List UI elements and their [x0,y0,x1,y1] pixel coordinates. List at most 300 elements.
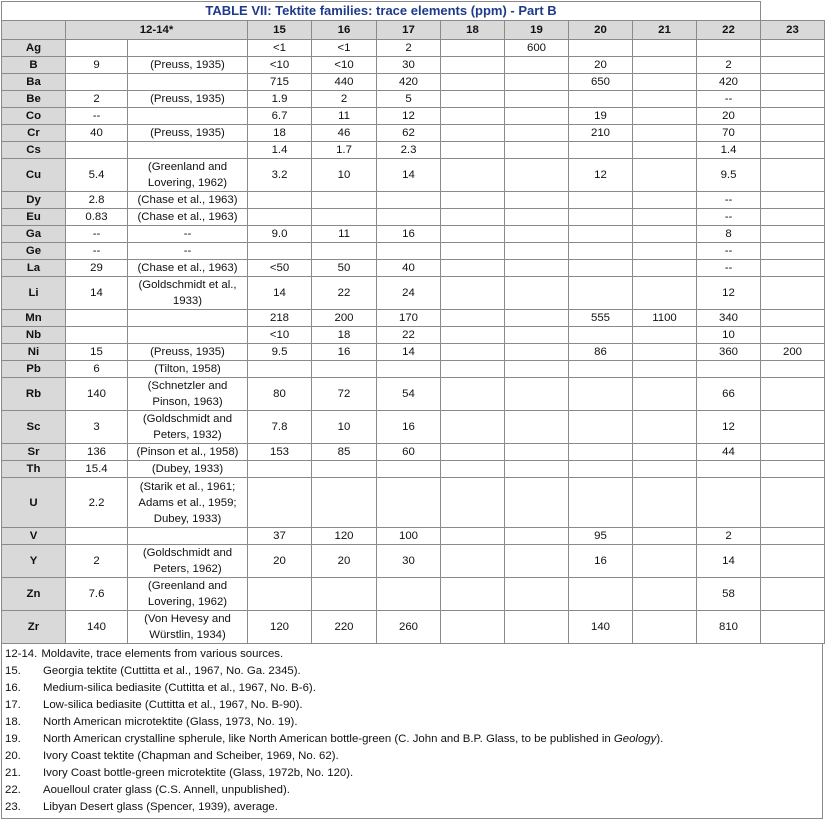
value-16 [312,578,377,611]
value-15 [248,478,312,528]
value-22: 340 [697,310,761,327]
value-18 [441,277,505,310]
value-16: 72 [312,378,377,411]
value-16: <10 [312,57,377,74]
value-23 [761,125,825,142]
value-15 [248,361,312,378]
value-12-14: 2 [66,545,128,578]
footnote-number: 19. [5,733,21,745]
value-23 [761,528,825,545]
footnote-text: North American microtektite (Glass, 1973, No. 19). [43,716,298,728]
value-15 [248,578,312,611]
footnote [5,714,822,731]
value-22: -- [697,192,761,209]
value-22: -- [697,260,761,277]
value-22: 20 [697,108,761,125]
table-row [2,310,825,327]
value-18 [441,243,505,260]
value-20 [569,277,633,310]
reference-12-14 [128,74,248,91]
header-18: 18 [441,21,505,40]
value-18 [441,209,505,226]
value-20 [569,209,633,226]
element-symbol: U [2,478,66,528]
value-12-14: 5.4 [66,159,128,192]
value-15: 37 [248,528,312,545]
value-21 [633,74,697,91]
element-symbol: Y [2,545,66,578]
table-row [2,444,825,461]
value-23 [761,108,825,125]
value-21 [633,327,697,344]
table-row [2,40,825,57]
value-15: 1.9 [248,91,312,108]
table-row [2,243,825,260]
value-23 [761,378,825,411]
element-symbol: Be [2,91,66,108]
value-17: 2 [377,40,441,57]
element-symbol: Cs [2,142,66,159]
footnote-text: Low-silica bediasite (Cuttitta et al., 1967, No. B-90). [43,699,303,711]
reference-12-14: (Pinson et al., 1958) [128,444,248,461]
value-23 [761,192,825,209]
value-16: 16 [312,344,377,361]
value-21 [633,378,697,411]
value-22: 58 [697,578,761,611]
value-16 [312,209,377,226]
value-19 [505,444,569,461]
value-15 [248,243,312,260]
value-12-14: 2.8 [66,192,128,209]
element-symbol: Ni [2,344,66,361]
table-row [2,192,825,209]
value-16: 20 [312,545,377,578]
footnote-number: 12-14. [5,648,38,660]
value-17 [377,361,441,378]
value-16: 440 [312,74,377,91]
table-row [2,108,825,125]
element-symbol: V [2,528,66,545]
value-22 [697,478,761,528]
reference-12-14: (Greenland and Lovering, 1962) [128,159,248,192]
value-15: 80 [248,378,312,411]
table-row [2,91,825,108]
reference-12-14 [128,40,248,57]
footnote-text: Ivory Coast bottle-green microtektite (Glass, 1972b, No. 120). [43,767,354,779]
value-17: 14 [377,159,441,192]
value-19 [505,361,569,378]
value-23 [761,260,825,277]
value-15 [248,192,312,209]
value-22: 44 [697,444,761,461]
value-15: 14 [248,277,312,310]
value-19 [505,108,569,125]
value-20 [569,378,633,411]
element-symbol: Li [2,277,66,310]
footnotes [1,644,823,819]
value-22 [697,40,761,57]
footnote-number: 17. [5,699,21,711]
table-row [2,74,825,91]
title-row [2,2,825,21]
value-17: 22 [377,327,441,344]
value-20 [569,411,633,444]
value-19 [505,344,569,361]
value-21 [633,209,697,226]
reference-12-14: (Preuss, 1935) [128,344,248,361]
reference-12-14: (Preuss, 1935) [128,91,248,108]
value-16: 10 [312,159,377,192]
footnote-text: Moldavite, trace elements from various sources. [41,648,284,660]
footnote-text: Ivory Coast tektite (Chapman and Scheiber, 1969, No. 62). [43,750,339,762]
reference-12-14 [128,528,248,545]
value-18 [441,40,505,57]
value-23 [761,91,825,108]
value-18 [441,226,505,243]
value-21 [633,444,697,461]
footnote-text: Aouelloul crater glass (C.S. Annell, unpublished). [43,784,290,796]
value-12-14: 15 [66,344,128,361]
value-19 [505,578,569,611]
value-21 [633,578,697,611]
value-15: 1.4 [248,142,312,159]
value-20 [569,142,633,159]
footnote-number: 18. [5,716,21,728]
value-23 [761,545,825,578]
element-symbol: Ga [2,226,66,243]
value-22: 360 [697,344,761,361]
value-19 [505,528,569,545]
value-22: 9.5 [697,159,761,192]
value-15: 3.2 [248,159,312,192]
value-12-14: 136 [66,444,128,461]
reference-12-14: -- [128,226,248,243]
table-row [2,277,825,310]
value-12-14 [66,142,128,159]
value-12-14: 0.83 [66,209,128,226]
value-23 [761,444,825,461]
value-12-14: 2.2 [66,478,128,528]
table-row [2,461,825,478]
footnote-text: Georgia tektite (Cuttitta et al., 1967, No. Ga. 2345). [43,665,301,677]
value-18 [441,310,505,327]
value-17: 260 [377,611,441,644]
table-row [2,545,825,578]
value-23 [761,327,825,344]
reference-12-14 [128,327,248,344]
value-23 [761,243,825,260]
value-12-14: 7.6 [66,578,128,611]
document [1,1,825,819]
value-19 [505,243,569,260]
value-22: 14 [697,545,761,578]
value-20: 210 [569,125,633,142]
value-15: 6.7 [248,108,312,125]
value-15: 9.0 [248,226,312,243]
value-18 [441,260,505,277]
value-22: 810 [697,611,761,644]
value-16: 10 [312,411,377,444]
value-18 [441,444,505,461]
value-19 [505,611,569,644]
value-21 [633,277,697,310]
footnote [5,799,822,816]
value-15: 20 [248,545,312,578]
value-12-14 [66,528,128,545]
value-18 [441,545,505,578]
value-21 [633,461,697,478]
value-15: 120 [248,611,312,644]
element-symbol: Zn [2,578,66,611]
header-12-14: 12-14* [66,21,248,40]
value-20: 650 [569,74,633,91]
value-18 [441,74,505,91]
value-16 [312,361,377,378]
value-19 [505,277,569,310]
table-row [2,226,825,243]
header-22: 22 [697,21,761,40]
value-20 [569,444,633,461]
value-18 [441,142,505,159]
value-20: 20 [569,57,633,74]
value-15: 218 [248,310,312,327]
value-16: 2 [312,91,377,108]
value-17: 40 [377,260,441,277]
value-20 [569,260,633,277]
value-17: 420 [377,74,441,91]
value-22 [697,361,761,378]
reference-12-14: -- [128,243,248,260]
footnote [5,646,822,663]
value-20: 12 [569,159,633,192]
footnote [5,765,822,782]
value-18 [441,327,505,344]
footnote [5,680,822,697]
reference-12-14: (Greenland and Lovering, 1962) [128,578,248,611]
value-12-14 [66,327,128,344]
footnote-text-end: ). [656,733,664,745]
value-16 [312,478,377,528]
value-23 [761,411,825,444]
value-20 [569,192,633,209]
value-19 [505,411,569,444]
value-22: 420 [697,74,761,91]
value-19 [505,142,569,159]
table-row [2,159,825,192]
value-17: 30 [377,545,441,578]
reference-12-14: (Preuss, 1935) [128,57,248,74]
value-18 [441,411,505,444]
value-23 [761,57,825,74]
value-18 [441,125,505,142]
value-17: 30 [377,57,441,74]
table-row [2,378,825,411]
value-16: 18 [312,327,377,344]
value-23: 200 [761,344,825,361]
value-20 [569,578,633,611]
value-16: 220 [312,611,377,644]
value-12-14: 15.4 [66,461,128,478]
value-17: 170 [377,310,441,327]
reference-12-14: (Dubey, 1933) [128,461,248,478]
reference-12-14: (Tilton, 1958) [128,361,248,378]
value-23 [761,361,825,378]
value-15: <50 [248,260,312,277]
trace-elements-table [1,1,825,644]
value-17 [377,192,441,209]
value-23 [761,40,825,57]
value-23 [761,611,825,644]
value-20: 19 [569,108,633,125]
header-20: 20 [569,21,633,40]
value-12-14: 6 [66,361,128,378]
value-18 [441,108,505,125]
element-symbol: Ge [2,243,66,260]
footnote-number: 23. [5,801,21,813]
table-title: TABLE VII: Tektite families: trace elements (ppm) - Part B [2,2,761,21]
value-21 [633,192,697,209]
value-20: 140 [569,611,633,644]
value-21 [633,611,697,644]
reference-12-14: (Goldschmidt et al., 1933) [128,277,248,310]
value-15: 18 [248,125,312,142]
value-17: 16 [377,226,441,243]
value-12-14: 14 [66,277,128,310]
header-23: 23 [761,21,825,40]
value-19 [505,310,569,327]
value-18 [441,378,505,411]
value-20 [569,91,633,108]
value-23 [761,310,825,327]
value-19 [505,125,569,142]
table-row [2,411,825,444]
value-19 [505,91,569,108]
header-element [2,21,66,40]
value-22: 12 [697,411,761,444]
header-row [2,21,825,40]
value-20 [569,361,633,378]
header-21: 21 [633,21,697,40]
value-16: 120 [312,528,377,545]
value-21 [633,57,697,74]
value-21 [633,159,697,192]
value-17: 16 [377,411,441,444]
value-18 [441,611,505,644]
value-12-14: 29 [66,260,128,277]
value-19 [505,461,569,478]
table-row [2,528,825,545]
value-15: 153 [248,444,312,461]
value-21 [633,260,697,277]
value-22: -- [697,209,761,226]
reference-12-14: (Starik et al., 1961; Adams et al., 1959; Dubey, 1933) [128,478,248,528]
element-symbol: Ba [2,74,66,91]
value-15: <1 [248,40,312,57]
value-19 [505,159,569,192]
value-16: <1 [312,40,377,57]
value-22: 70 [697,125,761,142]
value-21 [633,40,697,57]
element-symbol: Co [2,108,66,125]
value-21 [633,411,697,444]
value-17 [377,578,441,611]
value-21: 1100 [633,310,697,327]
element-symbol: Mn [2,310,66,327]
reference-12-14 [128,310,248,327]
footnote [5,663,822,680]
value-12-14: -- [66,243,128,260]
value-17 [377,209,441,226]
value-12-14: -- [66,108,128,125]
table-row [2,260,825,277]
table-row [2,611,825,644]
value-16: 1.7 [312,142,377,159]
value-21 [633,478,697,528]
value-15: 7.8 [248,411,312,444]
value-21 [633,125,697,142]
value-12-14: 9 [66,57,128,74]
value-21 [633,243,697,260]
footnote [5,748,822,765]
value-22: -- [697,91,761,108]
value-21 [633,344,697,361]
value-23 [761,226,825,243]
value-18 [441,361,505,378]
value-15 [248,461,312,478]
footnote-text: North American crystalline spherule, like North American bottle-green (C. John and B.P. Glass, to be published in [43,733,614,745]
value-19 [505,478,569,528]
element-symbol: Dy [2,192,66,209]
value-16: 200 [312,310,377,327]
value-20: 555 [569,310,633,327]
value-21 [633,226,697,243]
value-20 [569,243,633,260]
element-symbol: Cu [2,159,66,192]
value-17 [377,243,441,260]
element-symbol: Pb [2,361,66,378]
value-15: <10 [248,57,312,74]
element-symbol: Cr [2,125,66,142]
value-17: 100 [377,528,441,545]
element-symbol: Sr [2,444,66,461]
value-23 [761,478,825,528]
header-17: 17 [377,21,441,40]
value-12-14 [66,310,128,327]
reference-12-14: (Schnetzler and Pinson, 1963) [128,378,248,411]
value-19 [505,260,569,277]
value-22: 2 [697,57,761,74]
element-symbol: Rb [2,378,66,411]
footnote [5,697,822,714]
value-18 [441,461,505,478]
value-20 [569,226,633,243]
value-18 [441,344,505,361]
value-22: 2 [697,528,761,545]
value-18 [441,57,505,74]
value-17: 60 [377,444,441,461]
reference-12-14: (Chase et al., 1963) [128,209,248,226]
value-16: 22 [312,277,377,310]
value-18 [441,478,505,528]
value-17: 14 [377,344,441,361]
value-16 [312,243,377,260]
table-row [2,361,825,378]
value-16: 11 [312,108,377,125]
value-23 [761,142,825,159]
footnote-number: 20. [5,750,21,762]
element-symbol: Nb [2,327,66,344]
value-19 [505,57,569,74]
